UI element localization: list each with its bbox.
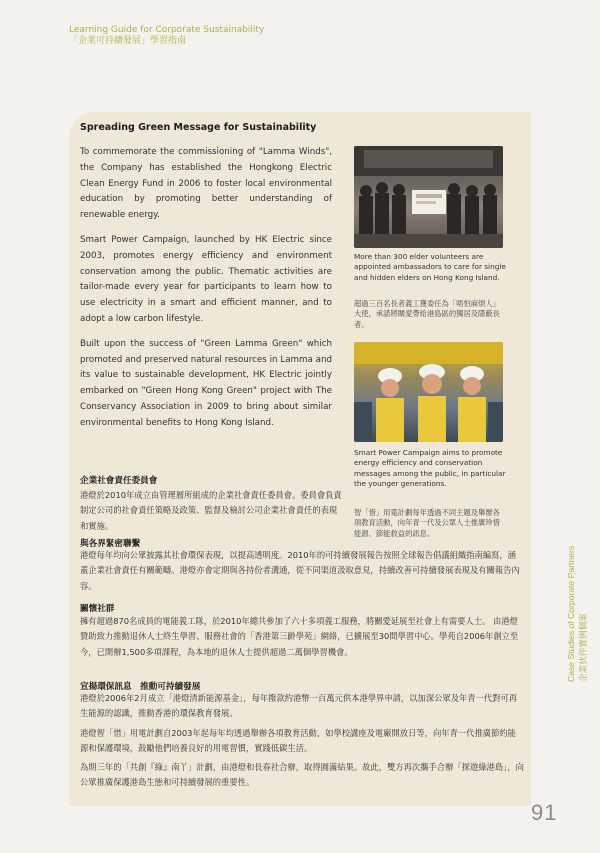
page-number: 91 [531,800,558,825]
zh-body-stakeholders: 港燈每年均向公眾披露其社會環保表現，以提高透明度。2010年的可持續發展報告按照全球報告倡議組織指南編寫，涵蓋企業社會責任有關範疇。港燈亦會定期與各持份者溝通，從不同渠道汲取意見，持續改善可持續發展表現及有關報告內容。 [80,550,520,591]
header-chinese: 「企業可持續發展」學習指南 [69,36,187,46]
english-paragraph: To commemorate the commissioning of "Lamma Winds", the Company has established the Hongkong Electric Clean Energy Fund in 2006 to foster local environmental education by promoting better understanding of renewable energy. [80,147,332,221]
zh-body-smart-power: 港燈智「惜」用電計劃自2003年起每年均透過舉辦各項教育活動，如學校講座及電廠開放日等，向年青一代推廣節約能源和保護環境，鼓勵他們培養良好的用電習慣，實踐低碳生活。 [80,728,516,754]
header-english: Learning Guide for Corporate Sustainability [69,25,265,35]
photo2-caption-chinese: 智「惜」用電計劃每年透過不同主題及舉辦各項教育活動，向年青一代及公眾人士推廣珍惜能源、節能救益的訊息。 [354,508,500,538]
zh-body-community: 擁有超過870名成員的電能義工隊，於2010年總共參加了六十多項義工服務，將關愛延展至社會上有需要人士。 由港燈贊助致力推動退休人士終生學習、服務社會的「香港第三齡學苑」網絡，已擴展至30間學習中心。學苑自2006年創立至今，已開辦1,500多項課程，為本地的退休人士提供超過二萬個學習機會。 [80,616,519,657]
english-column [80,145,332,441]
zh-heading-green-message: 宣揚環保訊息 推動可持續發展 [80,682,201,692]
photo-smart-power-children [354,342,503,442]
photo-elder-volunteers [354,146,503,248]
sidebar-english: Case Studies of Corporate Partners [566,545,576,682]
zh-heading-community: 關懷社群 [80,604,115,614]
zh-body-csr-committee: 港燈於2010年成立由管理層所組成的企業社會責任委員會。委員會負責制定公司的社會責任策略及政策、監督及檢討公司企業社會責任的表現和實施。 [80,490,342,531]
zh-body-green-message: 港燈於2006年2月成立「港燈清新能源基金」，每年撥款約港幣一百萬元供本港學界申請，以加深公眾及年青一代對可再生能源的認識，推動香港的環保教育發展。 [80,693,518,719]
photo2-caption-english: Smart Power Campaign aims to promote energy efficiency and conservation messages among the public, in particular the younger generations. [354,448,506,488]
english-paragraph: Built upon the success of "Green Lamma Green" which promoted and preserved natural resources in Lamma and its value to sustainable development, HK Electric jointly embarked on "Green Hong Kong Green" project with The Conservancy Association in 2009 to bring about similar environmental benefits to Hong Kong Island. [80,338,332,428]
sidebar-chinese: 企業伙伴實例個案 [579,613,589,682]
running-header [69,25,264,47]
section-title: Spreading Green Message for Sustainability [80,122,317,133]
sidebar-label [562,522,590,682]
zh-body-green-island: 為期三年的「共創『綠』南丫」計劃，由港燈和長春社合辦，取得圓滿結果。故此，雙方再次攜手合辦「探遊綠港島」，向公眾推廣保護港島生態和可持續發展的重要性。 [80,762,524,788]
photo1-caption-chinese: 超過三百名長者義工獲委任為「唔怕麻煩人」大使，承諾將關愛帶給港島區的獨居及隱蔽長者。 [354,299,500,329]
zh-heading-stakeholders: 與各界緊密聯繫 [80,539,141,549]
zh-heading-csr-committee: 企業社會責任委員會 [80,476,158,486]
photo1-caption-english: More than 300 elder volunteers are appointed ambassadors to care for single and hidden elders on Hong Kong Island. [354,252,506,282]
english-paragraph: Smart Power Campaign, launched by HK Electric since 2003, promotes energy efficiency and environment conservation among the public. Thematic activities are tailor-made every year for participants to learn how to use electricity in a smart and efficient manner, and to adopt a low carbon lifestyle. [80,234,332,324]
